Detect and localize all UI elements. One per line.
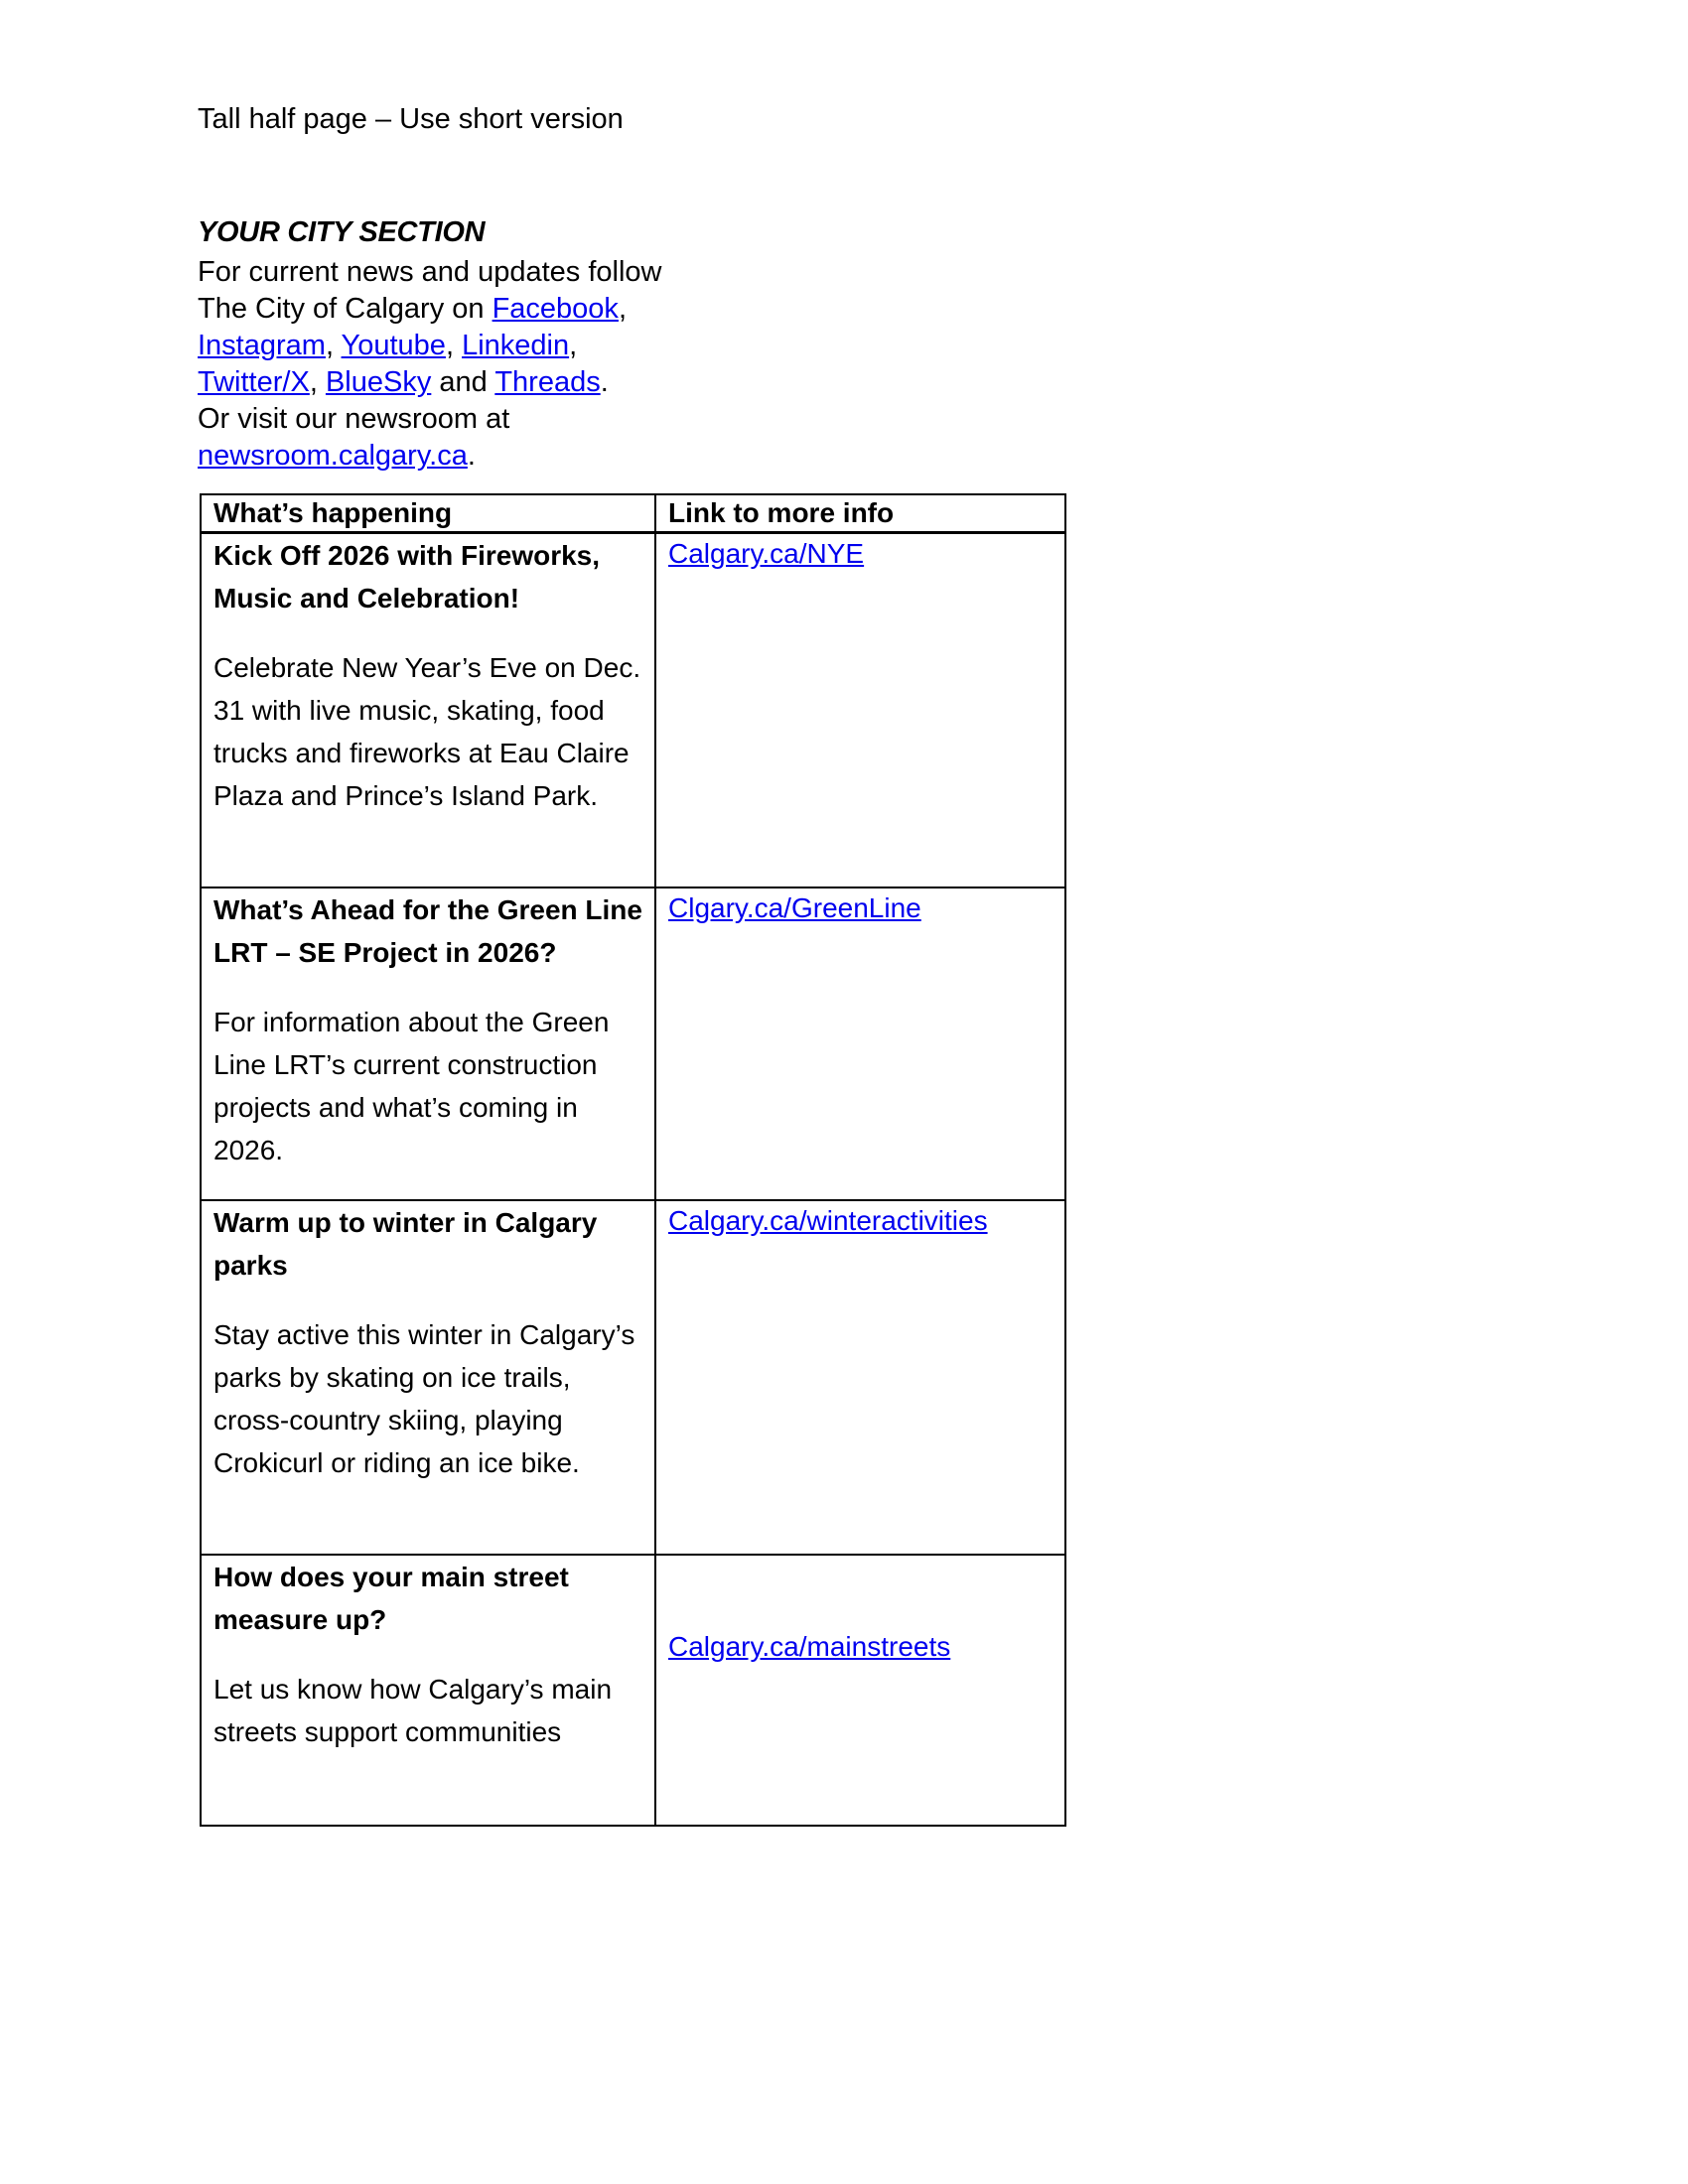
- event-description: Celebrate New Year’s Eve on Dec. 31 with live music, skating, food trucks and fireworks at Eau Claire Plaza and Prince’s Island Park.: [213, 652, 641, 811]
- facebook-link[interactable]: Facebook: [492, 293, 619, 325]
- table-row: [201, 533, 1065, 888]
- event-title: Kick Off 2026 with Fireworks, Music and Celebration!: [213, 540, 601, 614]
- instagram-link[interactable]: Instagram: [198, 330, 326, 361]
- header-whats-happening: What’s happening: [201, 494, 655, 533]
- link-cell: [655, 533, 1065, 888]
- event-link[interactable]: Clgary.ca/GreenLine: [668, 892, 921, 923]
- event-cell: [201, 1555, 655, 1826]
- youtube-link[interactable]: Youtube: [341, 330, 446, 361]
- event-title: How does your main street measure up?: [213, 1562, 569, 1635]
- event-cell: [201, 1200, 655, 1555]
- event-title: Warm up to winter in Calgary parks: [213, 1207, 598, 1281]
- bluesky-link[interactable]: BlueSky: [325, 366, 432, 398]
- newsroom-link[interactable]: newsroom.calgary.ca: [198, 440, 468, 472]
- intro-line-5: Or visit our newsroom at: [198, 403, 510, 435]
- event-title: What’s Ahead for the Green Line LRT – SE Project in 2026?: [213, 894, 642, 968]
- twitter-link[interactable]: Twitter/X: [198, 366, 310, 398]
- event-cell: [201, 533, 655, 888]
- table-row: [201, 1555, 1065, 1826]
- table-row: [201, 1200, 1065, 1555]
- table-row: [201, 887, 1065, 1200]
- and-text: and: [431, 366, 495, 398]
- link-cell: [655, 1555, 1065, 1826]
- event-description: Stay active this winter in Calgary’s parks by skating on ice trails, cross-country skiing, playing Crokicurl or riding an ice bike.: [213, 1319, 635, 1478]
- event-link[interactable]: Calgary.ca/mainstreets: [668, 1631, 951, 1662]
- events-table: [200, 493, 1066, 1827]
- event-link[interactable]: Calgary.ca/winteractivities: [668, 1205, 988, 1236]
- link-cell: [655, 887, 1065, 1200]
- header-link-more-info: Link to more info: [655, 494, 1065, 533]
- section-title: YOUR CITY SECTION: [198, 216, 486, 248]
- intro-line-2-prefix: The City of Calgary on: [198, 293, 492, 325]
- event-link[interactable]: Calgary.ca/NYE: [668, 538, 865, 569]
- link-cell: [655, 1200, 1065, 1555]
- event-description: Let us know how Calgary’s main streets support communities: [213, 1674, 613, 1747]
- intro-line-1: For current news and updates follow: [198, 256, 662, 288]
- event-description: For information about the Green Line LRT’s current construction projects and what’s coming in 2026.: [213, 1007, 610, 1165]
- event-cell: [201, 887, 655, 1200]
- table-header-row: [201, 494, 1065, 533]
- section-intro-text: For current news and updates follow The City of Calgary on Facebook, Instagram, Youtube, Linkedin, Twitter/X, BlueSky and Threads. Or visit our newsroom at newsroom.calgary.ca.: [198, 256, 662, 472]
- layout-note: Tall half page – Use short version: [198, 103, 624, 135]
- your-city-section: [198, 212, 714, 475]
- linkedin-link[interactable]: Linkedin: [462, 330, 570, 361]
- threads-link[interactable]: Threads: [494, 366, 601, 398]
